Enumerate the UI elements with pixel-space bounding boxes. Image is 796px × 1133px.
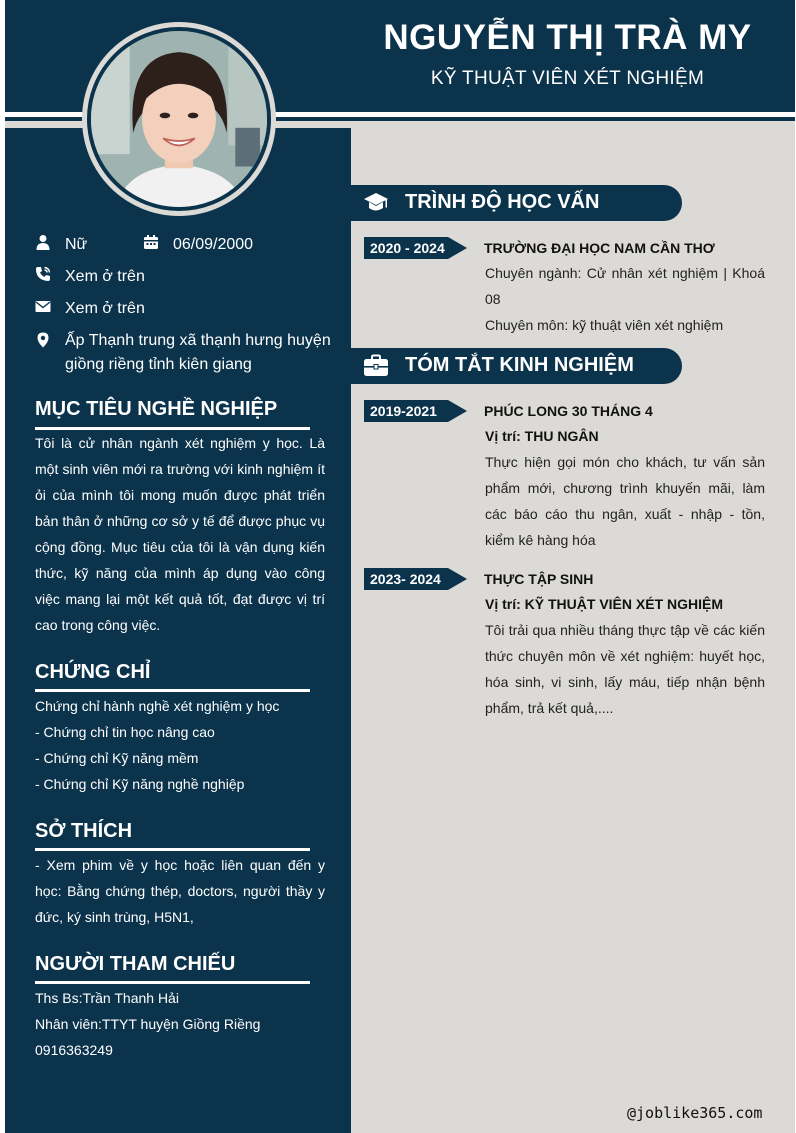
avatar xyxy=(82,22,276,216)
experience-title: TÓM TẮT KINH NGHIỆM xyxy=(405,354,634,376)
experience-period: 2023- 2024 xyxy=(364,568,448,590)
gender-value: Nữ xyxy=(65,236,88,253)
watermark: @joblike365.com xyxy=(627,1104,763,1122)
education-specialty: Chuyên môn: kỹ thuật viên xét nghiệm xyxy=(485,317,724,333)
calendar-icon xyxy=(143,234,159,250)
email-value: Xem ở trên xyxy=(65,300,145,317)
certificates-title: CHỨNG CHỈ xyxy=(35,661,151,683)
objective-text: Tôi là cử nhân ngành xét nghiệm y học. Là một sinh viên mới ra trường với kinh nghiệm ít ỏi của mình tôi mong muốn được phát triển bản thân ở những cơ sở y tế để được phục vụ cộng đồng. Mục tiêu của tôi là vận dụng kiến thức, kỹ năng của mình áp dụng vào công việc mang lại một kết quả tốt, đạt được vị trí cao trong công việc. xyxy=(35,435,325,633)
certificate-item: Chứng chỉ hành nghề xét nghiệm y học xyxy=(35,698,280,714)
briefcase-icon xyxy=(363,354,389,378)
education-school: TRƯỜNG ĐẠI HỌC NAM CẦN THƠ xyxy=(484,240,715,256)
date-tag-arrow xyxy=(448,237,467,259)
education-details xyxy=(485,260,765,338)
experience-company: PHÚC LONG 30 THÁNG 4 xyxy=(484,403,653,419)
date-tag-arrow xyxy=(448,568,467,590)
experience-position: Vị trí: KỸ THUẬT VIÊN XÉT NGHIỆM xyxy=(485,596,724,612)
birthday-value: 06/09/2000 xyxy=(173,236,254,253)
certificate-item: - Chứng chỉ tin học nâng cao xyxy=(35,724,215,740)
email-row xyxy=(35,297,325,321)
certificate-item: - Chứng chỉ Kỹ năng nghề nghiệp xyxy=(35,776,245,792)
address-row xyxy=(35,329,335,379)
phone-row xyxy=(35,265,325,289)
address-value: Ấp Thạnh trung xã thạnh hưng huyện giồng riềng tỉnh kiên giang xyxy=(65,332,331,373)
objective-title: MỤC TIÊU NGHỀ NGHIỆP xyxy=(35,398,278,420)
profile-photo xyxy=(87,27,271,211)
reference-item: Ths Bs:Trần Thanh Hải xyxy=(35,990,179,1006)
experience-company: THỰC TẬP SINH xyxy=(484,571,594,587)
experience-position: Vị trí: THU NGÂN xyxy=(485,428,599,444)
experience-description: Thực hiện gọi món cho khách, tư vấn sản phẩm mới, chương trình khuyến mãi, làm các báo cáo thu ngân, xuất - nhập - tồn, kiểm kê hàng hóa xyxy=(485,454,765,548)
education-major: Chuyên ngành: Cử nhân xét nghiệm | Khoá 08 xyxy=(485,265,765,307)
envelope-icon xyxy=(35,298,51,314)
experience-period: 2019-2021 xyxy=(364,400,448,422)
reference-item: 0916363249 xyxy=(35,1042,113,1058)
experience-description: Tôi trải qua nhiều tháng thực tập về các kiến thức chuyên môn về xét nghiệm: huyết học, hóa sinh, vi sinh, lấy máu, tiếp nhận bệnh phẩm, trả kết quả,.... xyxy=(485,622,765,716)
graduation-cap-icon xyxy=(363,191,389,215)
certificates-rule xyxy=(35,689,310,692)
cv-page xyxy=(5,0,795,1133)
references-list xyxy=(35,985,325,1063)
hobbies-rule xyxy=(35,848,310,851)
hobbies-title: SỞ THÍCH xyxy=(35,820,133,842)
certificate-item: - Chứng chỉ Kỹ năng mềm xyxy=(35,750,199,766)
education-period: 2020 - 2024 xyxy=(364,237,448,259)
references-title: NGƯỜI THAM CHIẾU xyxy=(35,953,236,975)
candidate-job-title: KỸ THUẬT VIÊN XÉT NGHIỆM xyxy=(430,68,705,89)
reference-item: Nhân viên:TTYT huyện Giồng Riềng xyxy=(35,1016,261,1032)
phone-value: Xem ở trên xyxy=(65,268,145,285)
certificates-list xyxy=(35,693,325,797)
gender-row xyxy=(35,233,145,257)
education-band xyxy=(351,185,682,221)
experience-band xyxy=(351,348,682,384)
references-rule xyxy=(35,981,310,984)
education-title: TRÌNH ĐỘ HỌC VẤN xyxy=(405,191,600,213)
birthday-row xyxy=(143,233,323,257)
hobbies-text: - Xem phim về y học hoặc liên quan đến y học: Bằng chứng thép, doctors, người thầy y đức, ký sinh trùng, H5N1, xyxy=(35,857,325,925)
person-icon xyxy=(35,234,51,250)
candidate-name: NGUYỄN THỊ TRÀ MY xyxy=(383,18,752,57)
location-pin-icon xyxy=(35,332,51,348)
phone-icon xyxy=(35,266,51,282)
date-tag-arrow xyxy=(448,400,467,422)
